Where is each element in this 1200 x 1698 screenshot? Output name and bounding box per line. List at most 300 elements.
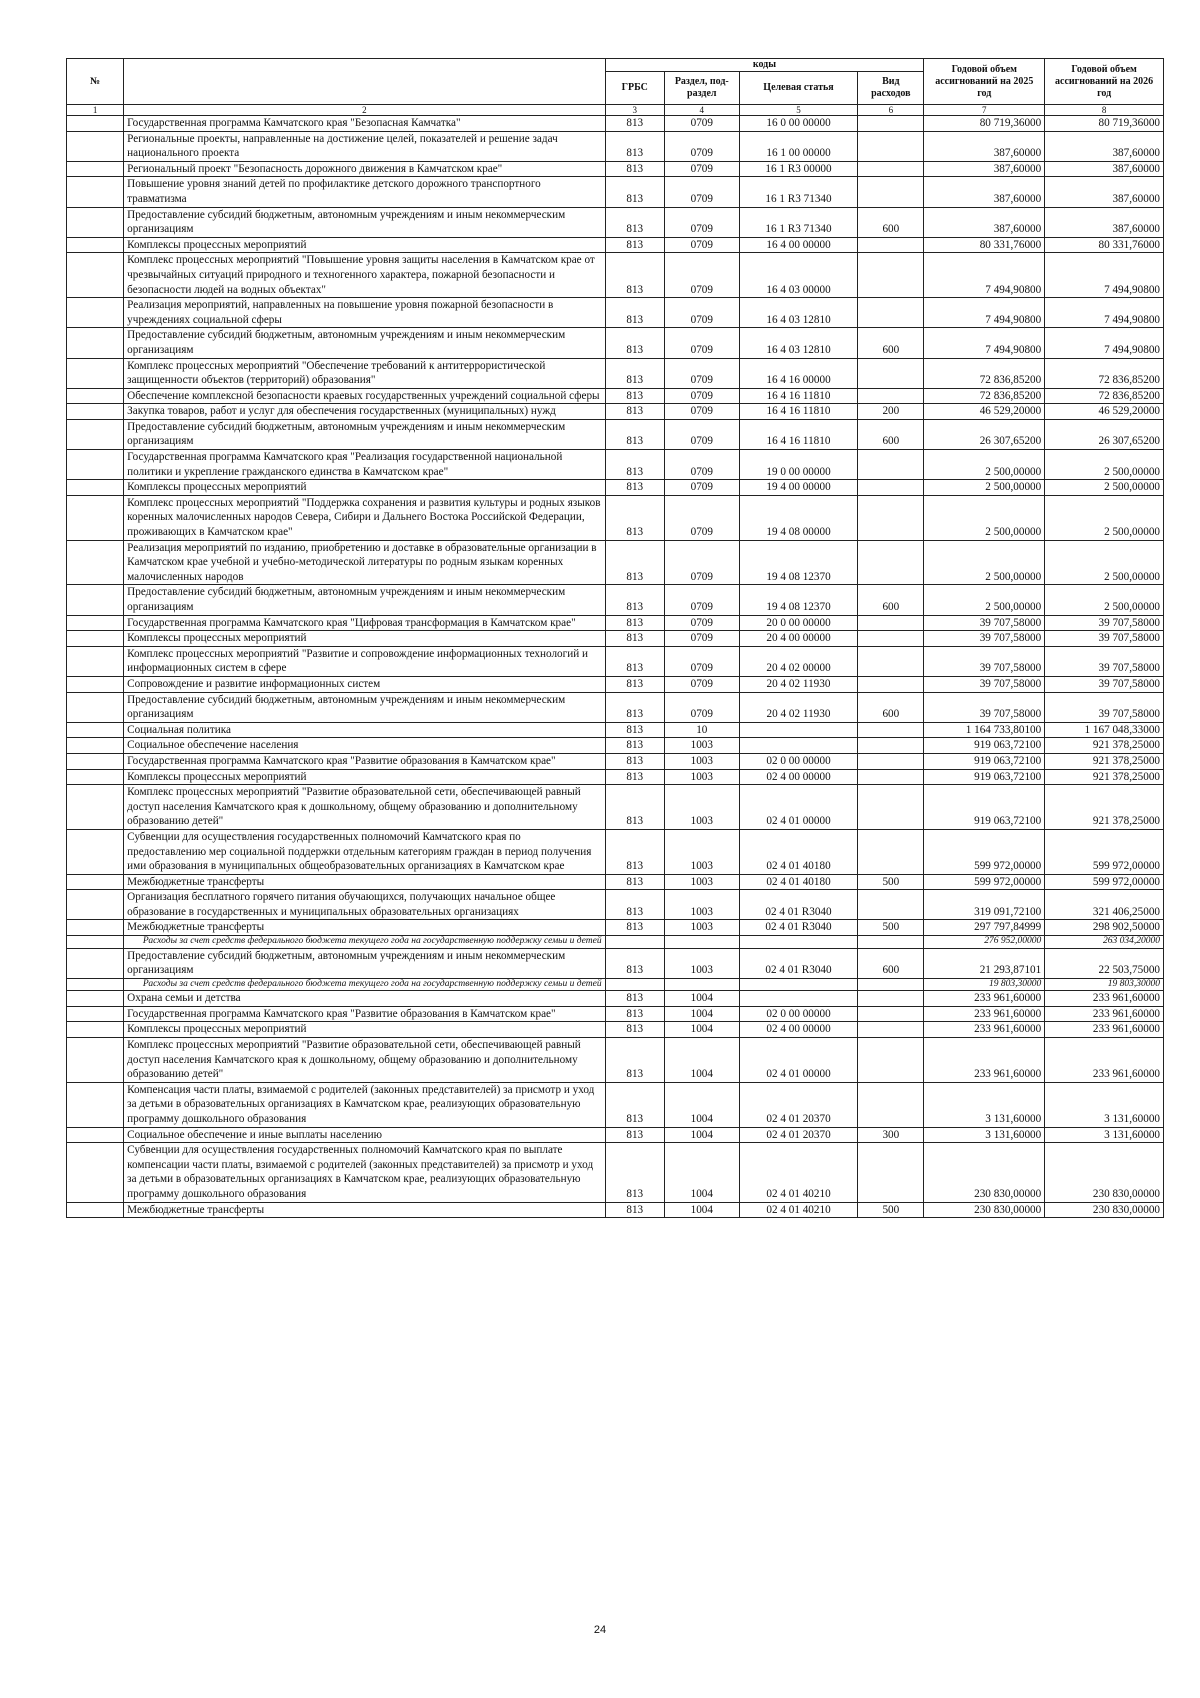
cell-razdel: 0709 [664,237,739,253]
cell-grbs: 813 [605,1038,664,1083]
cell-target-article: 16 4 03 12810 [739,328,858,358]
cell-amount-2025: 72 836,85200 [924,358,1045,388]
cell-target-article: 02 4 01 R3040 [739,948,858,978]
cell-amount-2025: 80 719,36000 [924,116,1045,132]
table-row [67,450,1164,480]
cell-target-article: 16 1 R3 00000 [739,161,858,177]
colnum: 7 [924,105,1045,116]
cell-grbs [605,978,664,991]
cell-num [67,874,124,890]
cell-razdel: 0709 [664,585,739,615]
cell-expense-type [858,116,924,132]
cell-num [67,298,124,328]
cell-razdel: 1003 [664,769,739,785]
table-row [67,328,1164,358]
cell-amount-2025: 1 164 733,80100 [924,722,1045,738]
cell-num [67,631,124,647]
cell-num [67,358,124,388]
cell-amount-2026: 921 378,25000 [1045,769,1164,785]
table-row [67,1038,1164,1083]
cell-expense-type [858,615,924,631]
cell-amount-2026: 2 500,00000 [1045,495,1164,540]
colnum: 4 [664,105,739,116]
cell-name: Комплекс процессных мероприятий "Обеспечение требований к антитеррористической защищенности объектов (территорий) образования" [124,358,605,388]
cell-razdel: 1003 [664,890,739,920]
cell-num [67,753,124,769]
cell-razdel [664,936,739,949]
cell-razdel: 1004 [664,1006,739,1022]
cell-grbs: 813 [605,1202,664,1218]
cell-expense-type [858,753,924,769]
cell-grbs: 813 [605,1143,664,1202]
cell-num [67,1143,124,1202]
cell-num [67,920,124,936]
cell-grbs: 813 [605,1082,664,1127]
cell-razdel: 1003 [664,753,739,769]
cell-amount-2025: 7 494,90800 [924,253,1045,298]
cell-amount-2026: 2 500,00000 [1045,480,1164,496]
cell-expense-type: 500 [858,1202,924,1218]
cell-amount-2026: 387,60000 [1045,207,1164,237]
cell-amount-2025: 72 836,85200 [924,388,1045,404]
cell-target-article: 02 4 01 40180 [739,829,858,874]
cell-target-article: 19 4 08 12370 [739,540,858,585]
cell-name: Социальная политика [124,722,605,738]
cell-amount-2026: 921 378,25000 [1045,753,1164,769]
cell-grbs: 813 [605,991,664,1007]
cell-amount-2026: 233 961,60000 [1045,1022,1164,1038]
cell-grbs: 813 [605,920,664,936]
cell-amount-2026: 298 902,50000 [1045,920,1164,936]
cell-razdel: 1004 [664,1038,739,1083]
cell-razdel: 1004 [664,1202,739,1218]
cell-expense-type: 600 [858,948,924,978]
cell-grbs: 813 [605,177,664,207]
cell-num [67,1022,124,1038]
cell-razdel: 1003 [664,738,739,754]
table-row [67,358,1164,388]
cell-grbs: 813 [605,738,664,754]
cell-razdel: 0709 [664,253,739,298]
table-row [67,785,1164,830]
cell-amount-2025: 39 707,58000 [924,692,1045,722]
table-row [67,1127,1164,1143]
header-name [124,59,605,105]
cell-num [67,936,124,949]
cell-grbs: 813 [605,722,664,738]
cell-expense-type [858,298,924,328]
cell-razdel: 0709 [664,615,739,631]
cell-target-article: 16 4 00 00000 [739,237,858,253]
header-row-top [67,59,1164,72]
cell-amount-2025: 46 529,20000 [924,404,1045,420]
cell-target-article: 16 4 16 00000 [739,358,858,388]
cell-expense-type [858,890,924,920]
cell-grbs: 813 [605,237,664,253]
cell-num [67,419,124,449]
cell-target-article: 02 4 01 00000 [739,1038,858,1083]
cell-expense-type: 600 [858,419,924,449]
table-row [67,829,1164,874]
cell-grbs: 813 [605,495,664,540]
cell-expense-type: 600 [858,585,924,615]
table-row [67,646,1164,676]
cell-name: Организация бесплатного горячего питания обучающихся, получающих начальное общее образование в государственных и муниципальных образовательных организациях [124,890,605,920]
cell-target-article: 02 4 01 00000 [739,785,858,830]
table-row [67,991,1164,1007]
cell-amount-2026: 7 494,90800 [1045,298,1164,328]
cell-amount-2026: 2 500,00000 [1045,540,1164,585]
cell-amount-2026: 7 494,90800 [1045,328,1164,358]
cell-expense-type [858,991,924,1007]
cell-target-article: 16 4 16 11810 [739,404,858,420]
cell-amount-2025: 919 063,72100 [924,769,1045,785]
cell-amount-2026: 80 331,76000 [1045,237,1164,253]
cell-num [67,237,124,253]
cell-razdel: 0709 [664,646,739,676]
cell-amount-2025: 2 500,00000 [924,495,1045,540]
cell-grbs: 813 [605,358,664,388]
cell-grbs: 813 [605,388,664,404]
cell-num [67,161,124,177]
cell-grbs: 813 [605,207,664,237]
cell-expense-type [858,1143,924,1202]
cell-num [67,404,124,420]
cell-name: Субвенции для осуществления государственных полномочий Камчатского края по выплате компенсации части платы, взимаемой с родителей (законных представителей) за присмотр и уход за детьми в образовательных организациях в Камчатском крае, реализующих образовательную программу дошкольного образования [124,1143,605,1202]
cell-amount-2026: 26 307,65200 [1045,419,1164,449]
cell-target-article: 19 4 00 00000 [739,480,858,496]
cell-expense-type: 500 [858,874,924,890]
cell-amount-2025: 3 131,60000 [924,1127,1045,1143]
cell-name: Комплекс процессных мероприятий "Повышение уровня защиты населения в Камчатском крае от чрезвычайных ситуаций природного и техногенного характера, пожарной безопасности и безопасности людей на водных объектах" [124,253,605,298]
cell-razdel: 0709 [664,631,739,647]
cell-razdel: 1004 [664,1082,739,1127]
cell-num [67,388,124,404]
cell-name: Государственная программа Камчатского края "Реализация государственной национальной политики и укрепление гражданского единства в Камчатском крае" [124,450,605,480]
cell-name: Комплексы процессных мероприятий [124,769,605,785]
cell-amount-2025: 26 307,65200 [924,419,1045,449]
cell-name: Комплексы процессных мероприятий [124,480,605,496]
cell-amount-2025: 230 830,00000 [924,1143,1045,1202]
cell-expense-type: 600 [858,692,924,722]
cell-target-article [739,978,858,991]
table-row [67,585,1164,615]
cell-grbs: 813 [605,1006,664,1022]
cell-expense-type [858,676,924,692]
cell-grbs: 813 [605,692,664,722]
cell-amount-2026: 233 961,60000 [1045,1038,1164,1083]
cell-name: Предоставление субсидий бюджетным, автономным учреждениям и иным некоммерческим организациям [124,419,605,449]
cell-target-article [739,936,858,949]
cell-amount-2025: 39 707,58000 [924,615,1045,631]
cell-amount-2025: 387,60000 [924,131,1045,161]
table-row [67,676,1164,692]
table-body [67,116,1164,1218]
cell-amount-2025: 919 063,72100 [924,785,1045,830]
cell-target-article: 20 4 00 00000 [739,631,858,647]
cell-name: Повышение уровня знаний детей по профилактике детского дорожного транспортного травматизма [124,177,605,207]
header-target-article: Целевая статья [739,72,858,105]
cell-name: Предоставление субсидий бюджетным, автономным учреждениям и иным некоммерческим организациям [124,948,605,978]
table-row [67,1022,1164,1038]
header-2025: Годовой объем ассигнований на 2025 год [924,59,1045,105]
cell-expense-type [858,237,924,253]
cell-target-article: 20 4 02 11930 [739,676,858,692]
cell-name: Комплекс процессных мероприятий "Развитие образовательной сети, обеспечивающей равный доступ населения Камчатского края к дошкольному, общему образованию и дополнительному образованию детей" [124,785,605,830]
cell-num [67,480,124,496]
cell-expense-type [858,738,924,754]
cell-target-article: 20 4 02 00000 [739,646,858,676]
cell-amount-2026: 3 131,60000 [1045,1082,1164,1127]
cell-amount-2025: 599 972,00000 [924,829,1045,874]
table-row [67,769,1164,785]
cell-amount-2025: 2 500,00000 [924,585,1045,615]
table-row [67,116,1164,132]
cell-amount-2025: 276 952,00000 [924,936,1045,949]
cell-grbs: 813 [605,769,664,785]
cell-amount-2026: 39 707,58000 [1045,631,1164,647]
cell-amount-2026: 3 131,60000 [1045,1127,1164,1143]
cell-expense-type [858,936,924,949]
table-row [67,1006,1164,1022]
cell-target-article: 02 4 01 R3040 [739,890,858,920]
cell-razdel: 0709 [664,298,739,328]
cell-target-article: 02 4 01 40210 [739,1143,858,1202]
cell-grbs: 813 [605,948,664,978]
cell-razdel: 0709 [664,692,739,722]
colnum: 1 [67,105,124,116]
table-row [67,615,1164,631]
cell-expense-type [858,829,924,874]
header-num: № [67,59,124,105]
cell-amount-2026: 46 529,20000 [1045,404,1164,420]
header-razdel: Раздел, под-раздел [664,72,739,105]
cell-razdel: 0709 [664,131,739,161]
header-2026: Годовой объем ассигнований на 2026 год [1045,59,1164,105]
cell-grbs: 813 [605,1127,664,1143]
cell-num [67,450,124,480]
cell-amount-2025: 387,60000 [924,207,1045,237]
cell-target-article: 19 4 08 00000 [739,495,858,540]
cell-expense-type [858,253,924,298]
cell-expense-type: 600 [858,207,924,237]
cell-razdel: 0709 [664,161,739,177]
table-row [67,480,1164,496]
cell-name: Межбюджетные трансферты [124,874,605,890]
cell-grbs: 813 [605,753,664,769]
cell-expense-type: 600 [858,328,924,358]
cell-num [67,495,124,540]
cell-expense-type [858,646,924,676]
cell-amount-2025: 2 500,00000 [924,480,1045,496]
cell-amount-2026: 921 378,25000 [1045,738,1164,754]
cell-amount-2026: 7 494,90800 [1045,253,1164,298]
table-row [67,1143,1164,1202]
cell-num [67,722,124,738]
cell-num [67,991,124,1007]
cell-razdel: 1004 [664,991,739,1007]
cell-grbs: 813 [605,328,664,358]
cell-grbs: 813 [605,890,664,920]
cell-grbs: 813 [605,631,664,647]
cell-name: Расходы за счет средств федерального бюджета текущего года на государственную поддержку семьи и детей [124,978,605,991]
cell-razdel [664,978,739,991]
cell-target-article: 19 0 00 00000 [739,450,858,480]
cell-razdel: 1003 [664,874,739,890]
cell-name: Государственная программа Камчатского края "Безопасная Камчатка" [124,116,605,132]
budget-table [66,58,1164,1218]
header-column-numbers [67,105,1164,116]
cell-expense-type [858,722,924,738]
table-row [67,692,1164,722]
cell-expense-type [858,177,924,207]
cell-expense-type: 500 [858,920,924,936]
cell-num [67,116,124,132]
cell-amount-2026: 80 719,36000 [1045,116,1164,132]
table-row [67,753,1164,769]
cell-target-article: 16 4 03 00000 [739,253,858,298]
cell-num [67,738,124,754]
cell-name: Государственная программа Камчатского края "Развитие образования в Камчатском крае" [124,1006,605,1022]
table-row [67,874,1164,890]
table-row [67,388,1164,404]
cell-name: Предоставление субсидий бюджетным, автономным учреждениям и иным некоммерческим организациям [124,585,605,615]
cell-target-article: 02 4 01 20370 [739,1082,858,1127]
cell-razdel: 1004 [664,1143,739,1202]
cell-num [67,1006,124,1022]
cell-amount-2025: 2 500,00000 [924,450,1045,480]
cell-amount-2025: 599 972,00000 [924,874,1045,890]
cell-expense-type [858,358,924,388]
cell-razdel: 1004 [664,1127,739,1143]
cell-amount-2026: 599 972,00000 [1045,829,1164,874]
cell-target-article: 02 4 00 00000 [739,1022,858,1038]
header-grbs: ГРБС [605,72,664,105]
cell-expense-type [858,540,924,585]
cell-grbs: 813 [605,615,664,631]
cell-razdel: 0709 [664,328,739,358]
cell-name: Предоставление субсидий бюджетным, автономным учреждениям и иным некоммерческим организациям [124,207,605,237]
cell-name: Социальное обеспечение населения [124,738,605,754]
colnum: 3 [605,105,664,116]
cell-grbs: 813 [605,131,664,161]
cell-expense-type [858,161,924,177]
cell-name: Региональный проект "Безопасность дорожного движения в Камчатском крае" [124,161,605,177]
table-row [67,207,1164,237]
cell-num [67,978,124,991]
cell-expense-type [858,769,924,785]
cell-amount-2026: 1 167 048,33000 [1045,722,1164,738]
cell-expense-type [858,785,924,830]
cell-amount-2025: 7 494,90800 [924,298,1045,328]
cell-num [67,1202,124,1218]
cell-num [67,785,124,830]
cell-grbs: 813 [605,298,664,328]
cell-amount-2026: 387,60000 [1045,131,1164,161]
cell-amount-2025: 2 500,00000 [924,540,1045,585]
cell-grbs: 813 [605,1022,664,1038]
cell-target-article: 16 1 R3 71340 [739,207,858,237]
table-row [67,631,1164,647]
cell-amount-2026: 921 378,25000 [1045,785,1164,830]
cell-target-article: 20 4 02 11930 [739,692,858,722]
cell-amount-2025: 21 293,87101 [924,948,1045,978]
cell-num [67,131,124,161]
cell-amount-2025: 297 797,84999 [924,920,1045,936]
cell-razdel: 1003 [664,829,739,874]
cell-amount-2025: 3 131,60000 [924,1082,1045,1127]
table-row [67,948,1164,978]
cell-amount-2026: 599 972,00000 [1045,874,1164,890]
cell-num [67,948,124,978]
table-row [67,298,1164,328]
cell-razdel: 0709 [664,116,739,132]
cell-expense-type: 300 [858,1127,924,1143]
cell-expense-type [858,1038,924,1083]
cell-name: Социальное обеспечение и иные выплаты населению [124,1127,605,1143]
cell-target-article: 02 4 01 40210 [739,1202,858,1218]
cell-target-article: 16 1 R3 71340 [739,177,858,207]
cell-name: Государственная программа Камчатского края "Развитие образования в Камчатском крае" [124,753,605,769]
cell-razdel: 0709 [664,676,739,692]
page-number: 24 [593,1624,607,1636]
colnum: 2 [124,105,605,116]
cell-num [67,676,124,692]
cell-num [67,829,124,874]
table-row [67,419,1164,449]
table-row [67,890,1164,920]
cell-name: Расходы за счет средств федерального бюджета текущего года на государственную поддержку семьи и детей [124,936,605,949]
header-expense-type: Вид расходов [858,72,924,105]
cell-name: Межбюджетные трансферты [124,920,605,936]
cell-expense-type [858,480,924,496]
cell-grbs: 813 [605,829,664,874]
cell-amount-2026: 387,60000 [1045,161,1164,177]
cell-amount-2026: 233 961,60000 [1045,991,1164,1007]
cell-razdel: 0709 [664,540,739,585]
cell-grbs [605,936,664,949]
cell-expense-type: 200 [858,404,924,420]
cell-name: Охрана семьи и детства [124,991,605,1007]
cell-name: Предоставление субсидий бюджетным, автономным учреждениям и иным некоммерческим организациям [124,692,605,722]
cell-amount-2026: 39 707,58000 [1045,692,1164,722]
table-note-row [67,936,1164,949]
cell-target-article: 16 4 16 11810 [739,388,858,404]
table-row [67,722,1164,738]
cell-expense-type [858,978,924,991]
cell-amount-2025: 233 961,60000 [924,1038,1045,1083]
cell-amount-2025: 230 830,00000 [924,1202,1045,1218]
cell-target-article: 16 1 00 00000 [739,131,858,161]
cell-amount-2025: 233 961,60000 [924,1006,1045,1022]
cell-name: Субвенции для осуществления государственных полномочий Камчатского края по предоставлению мер социальной поддержки отдельным категориям граждан в период получения ими образования в муниципальных общеобразовательных организациях в Камчатском крае [124,829,605,874]
colnum: 6 [858,105,924,116]
cell-amount-2025: 387,60000 [924,161,1045,177]
cell-num [67,177,124,207]
table-row [67,237,1164,253]
cell-expense-type [858,1022,924,1038]
cell-num [67,1082,124,1127]
cell-target-article: 02 4 01 R3040 [739,920,858,936]
cell-target-article: 20 0 00 00000 [739,615,858,631]
cell-target-article: 02 4 01 20370 [739,1127,858,1143]
cell-grbs: 813 [605,116,664,132]
cell-grbs: 813 [605,874,664,890]
cell-razdel: 0709 [664,450,739,480]
table-row [67,404,1164,420]
cell-grbs: 813 [605,646,664,676]
cell-name: Региональные проекты, направленные на достижение целей, показателей и решение задач национального проекта [124,131,605,161]
